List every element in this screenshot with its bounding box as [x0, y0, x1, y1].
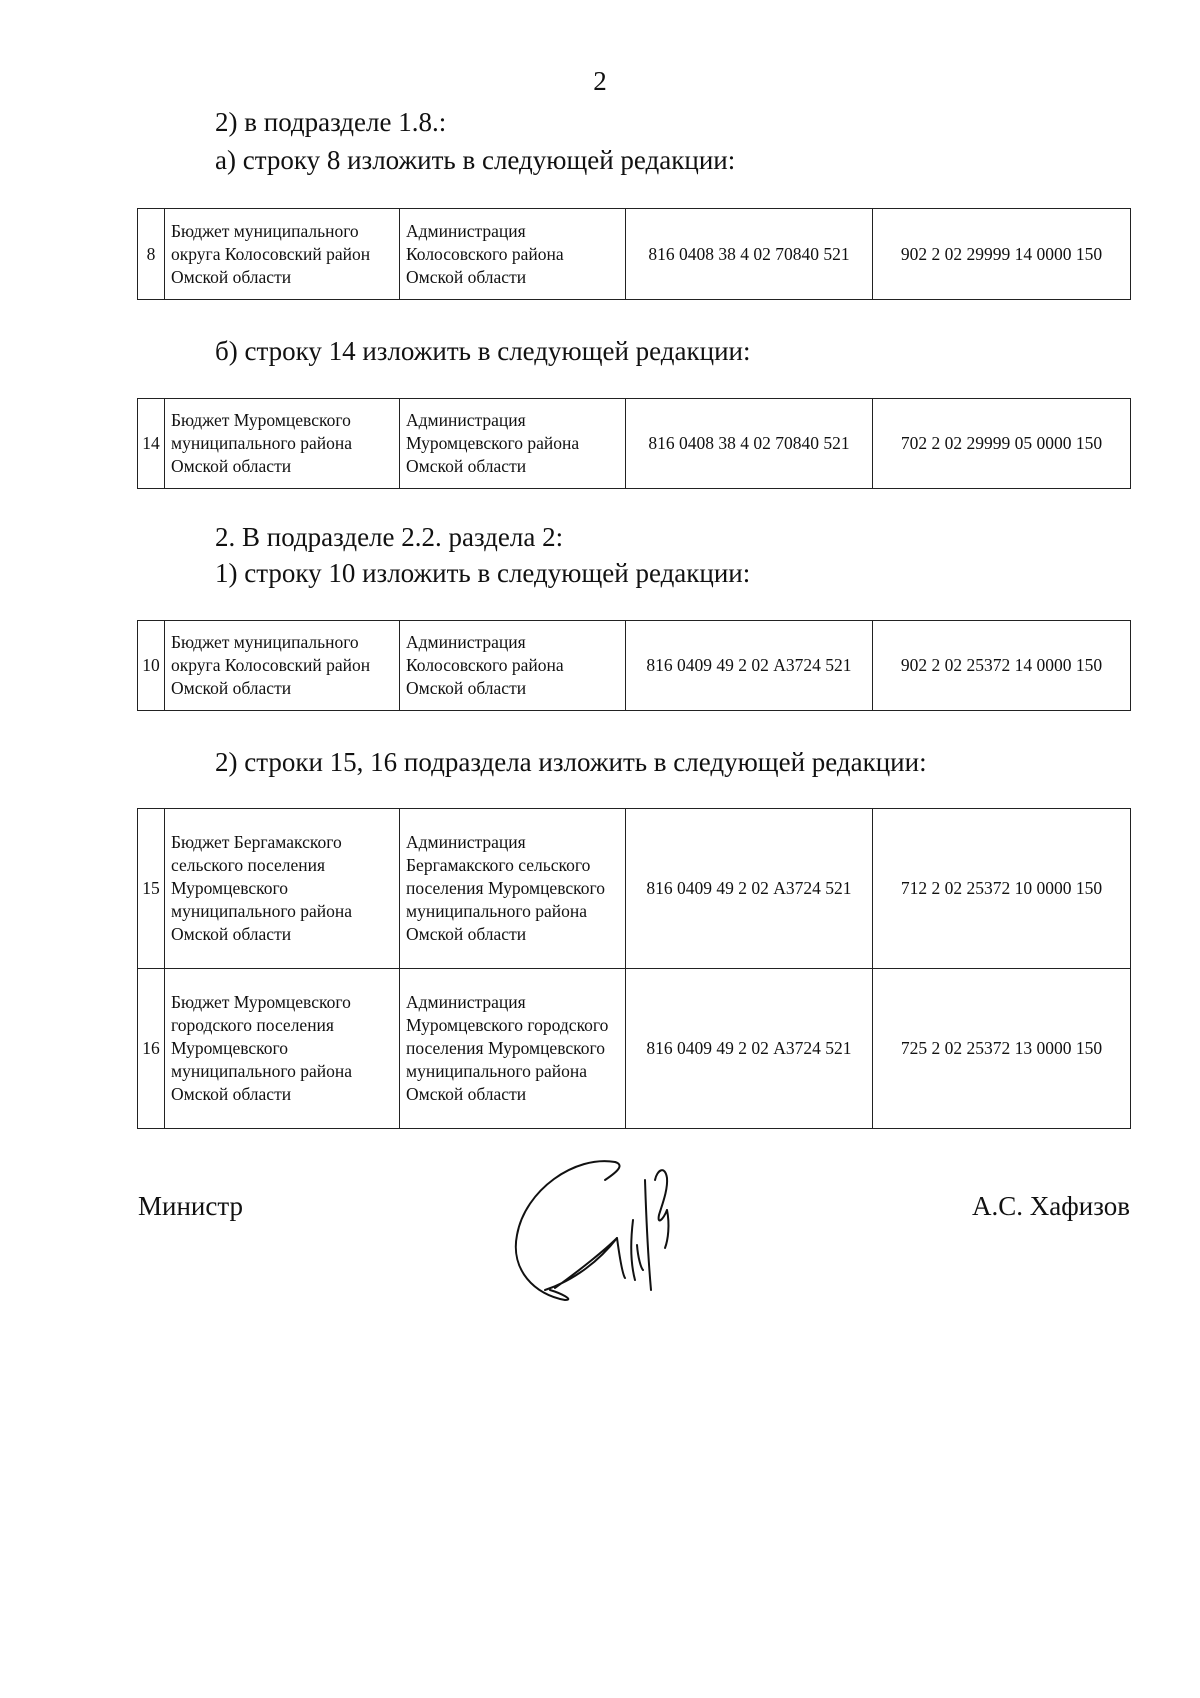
table-row [138, 621, 1131, 711]
admin-cell: Администрация Муромцевского городского поселения Муромцевского муниципального района Омской области [400, 969, 626, 1129]
row-number: 15 [138, 809, 165, 969]
row-number: 8 [138, 209, 165, 300]
budget-cell: Бюджет Муромцевского муниципального района Омской области [165, 399, 400, 489]
table-row [138, 809, 1131, 969]
section3-instruction: 1) строку 10 изложить в следующей редакции: [215, 558, 751, 588]
table-row [138, 969, 1131, 1129]
budget-cell: Бюджет Муромцевского городского поселения Муромцевского муниципального района Омской области [165, 969, 400, 1129]
table-row [138, 209, 1131, 300]
budget-cell: Бюджет Бергамакского сельского поселения Муромцевского муниципального района Омской области [165, 809, 400, 969]
code1-cell: 816 0409 49 2 02 А3724 521 [626, 969, 873, 1129]
budget-cell: Бюджет муниципального округа Колосовский район Омской области [165, 621, 400, 711]
code2-cell: 712 2 02 25372 10 0000 150 [873, 809, 1131, 969]
code1-cell: 816 0409 49 2 02 А3724 521 [626, 809, 873, 969]
code2-cell: 702 2 02 29999 05 0000 150 [873, 399, 1131, 489]
row-number: 16 [138, 969, 165, 1129]
section1-heading: 2) в подразделе 1.8.: [215, 107, 447, 137]
table-row-8 [137, 208, 1131, 300]
handwritten-signature [505, 1150, 715, 1310]
page-number: 2 [593, 66, 607, 96]
admin-cell: Администрация Муромцевского района Омской области [400, 399, 626, 489]
admin-cell: Администрация Бергамакского сельского поселения Муромцевского муниципального района Омской области [400, 809, 626, 969]
signer-title: Министр [138, 1191, 243, 1221]
section4-instruction: 2) строки 15, 16 подраздела изложить в следующей редакции: [215, 747, 927, 777]
budget-cell: Бюджет муниципального округа Колосовский район Омской области [165, 209, 400, 300]
row-number: 10 [138, 621, 165, 711]
admin-cell: Администрация Колосовского района Омской области [400, 621, 626, 711]
code1-cell: 816 0409 49 2 02 А3724 521 [626, 621, 873, 711]
section1-instruction: а) строку 8 изложить в следующей редакции: [215, 145, 736, 175]
code2-cell: 725 2 02 25372 13 0000 150 [873, 969, 1131, 1129]
code1-cell: 816 0408 38 4 02 70840 521 [626, 209, 873, 300]
table-row-14 [137, 398, 1131, 489]
section2-instruction: б) строку 14 изложить в следующей редакции: [215, 336, 751, 366]
table-row [138, 399, 1131, 489]
signer-name: А.С. Хафизов [972, 1191, 1130, 1221]
row-number: 14 [138, 399, 165, 489]
table-row-10 [137, 620, 1131, 711]
section3-heading: 2. В подразделе 2.2. раздела 2: [215, 522, 564, 552]
admin-cell: Администрация Колосовского района Омской области [400, 209, 626, 300]
code1-cell: 816 0408 38 4 02 70840 521 [626, 399, 873, 489]
table-rows-15-16 [137, 808, 1131, 1129]
code2-cell: 902 2 02 29999 14 0000 150 [873, 209, 1131, 300]
code2-cell: 902 2 02 25372 14 0000 150 [873, 621, 1131, 711]
